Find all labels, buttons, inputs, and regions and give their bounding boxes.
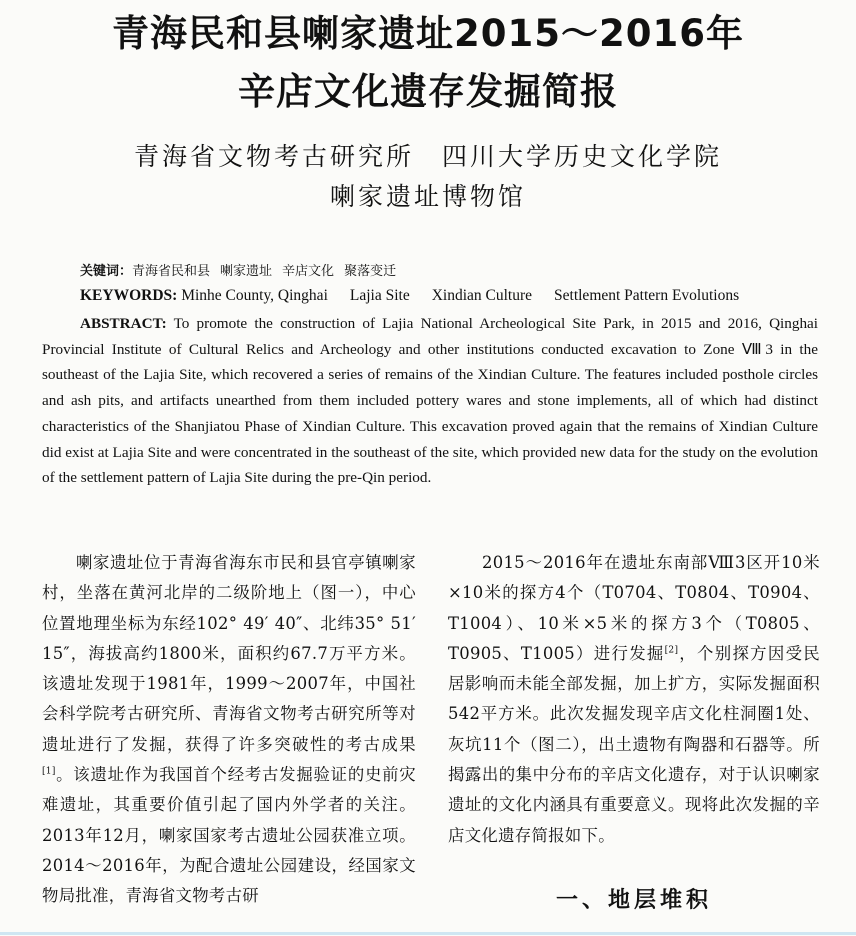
body-left-text-2: 。该遗址作为我国首个经考古发掘验证的史前灾难遗址，其重要价值引起了国内外学者的关注。2013年12月，喇家国家考古遗址公园获准立项。2014～2016年，为配合遗址公园建设，经国家文物局批准，青海省文物考古研 (42, 765, 416, 906)
keyword-en-item: Xindian Culture (431, 287, 533, 304)
keyword-en-item: Lajia Site (349, 287, 410, 304)
section-heading: 一、地层堆积 (555, 887, 712, 913)
keyword-en-item: Minhe County, Qinghai (181, 287, 328, 304)
body-left-text-1: 喇家遗址位于青海省海东市民和县官亭镇喇家村，坐落在黄河北岸的二级阶地上（图一），中心位置地理坐标为东经102° 49′ 40″、北纬35° 51′ 15″，海拔高约1800米，面积约67.7万平方米。该遗址发现于1981年，1999～2007年，中国社会科学院考古研究所、青海省文物考古研究所等对遗址进行了发掘，获得了许多突破性的考古成果 (42, 553, 416, 754)
title-line-1: 青海民和县喇家遗址2015～2016年 (112, 12, 744, 55)
reference-2: [2] (664, 645, 679, 656)
reference-1: [1] (42, 766, 56, 777)
keyword-en-item: Settlement Pattern Evolutions (554, 287, 740, 304)
body-left-column (42, 548, 416, 912)
authors-line-1: 青海省文物考古研究所 四川大学历史文化学院 (133, 142, 722, 171)
title-line-2: 辛店文化遗存发掘简报 (238, 70, 618, 113)
page-bottom-edge (0, 932, 856, 935)
abstract-text: To promote the construction of Lajia National Archeological Site Park, in 2015 and 2016, Qinghai Provincial Institute of Cultural Relics and Archeology and other institutions conducted excavation to Zone Ⅷ3 in the southeast of the Lajia Site, which recovered a series of remains of the Xindian Culture. The features included posthole circles and ash pits, and artifacts unearthed from them included pottery wares and stone implements, all of which had distinct characteristics of the Shanjiatou Phase of Xindian Culture. This excavation proved again that the remains of Xindian Culture did exist at Lajia Site and were concentrated in the southeast of the site, which provided new data for the study on the evolution of the settlement pattern of Lajia Site during the pre-Qin period. (42, 315, 818, 487)
abstract (42, 311, 818, 491)
body-right-text-1: 2015～2016年在遗址东南部Ⅷ3区开10米×10米的探方4个（T0704、T0804、T0904、T1004）、10米×5米的探方3个（T0805、T0905、T1005）进行发掘 (448, 553, 820, 663)
abstract-label: ABSTRACT: (80, 315, 167, 332)
keyword-cn-item: 青海省民和县 (132, 264, 211, 279)
keywords-en-label: KEYWORDS: (80, 287, 178, 304)
keyword-cn-item: 辛店文化 (282, 264, 335, 279)
keyword-cn-item: 聚落变迁 (344, 264, 397, 279)
body-right-text-2: ，个别探方因受民居影响而未能全部发掘，加上扩方，实际发掘面积542平方米。此次发掘发现辛店文化柱洞圈1处、灰坑11个（图二），出土遗物有陶器和石器等。所揭露出的集中分布的辛店文化遗存，对于认识喇家遗址的文化内涵具有重要意义。现将此次发掘的辛店文化遗存简报如下。 (448, 643, 820, 845)
keywords-cn-label: 关键词： (80, 264, 133, 279)
keywords-cn (80, 262, 396, 282)
body-right-column (448, 548, 820, 851)
keywords-en (80, 286, 739, 306)
keyword-cn-item: 喇家遗址 (220, 264, 273, 279)
authors-line-2: 喇家遗址博物馆 (329, 182, 526, 211)
